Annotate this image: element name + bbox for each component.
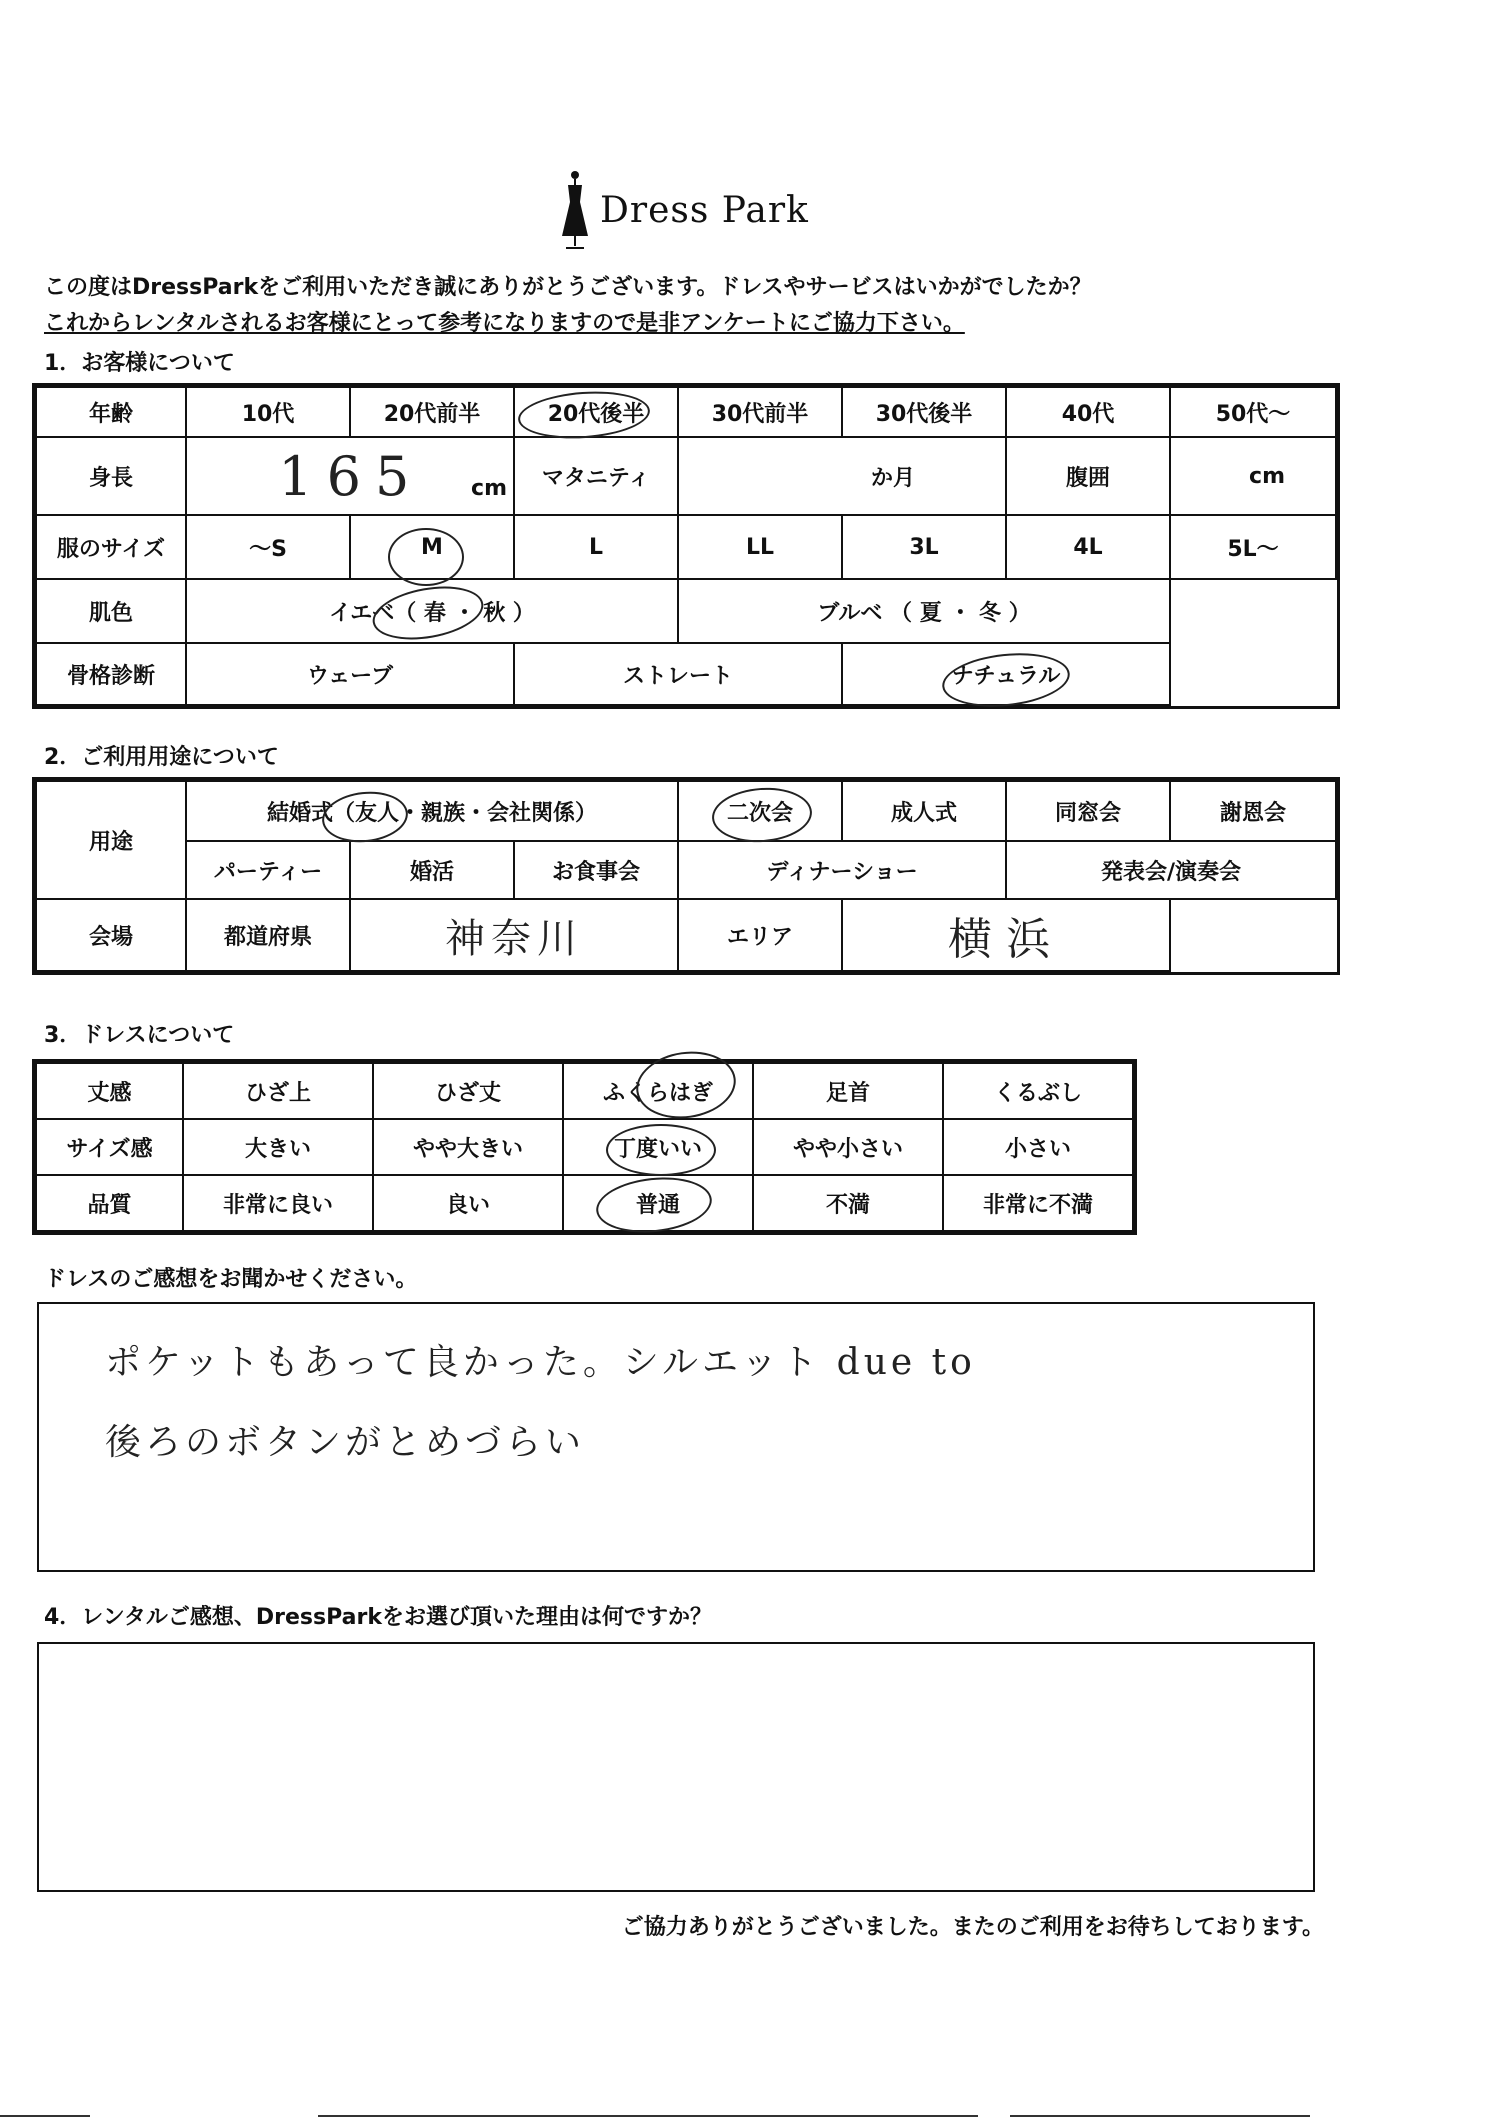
dress-row bbox=[36, 1063, 1133, 1119]
purpose-option[interactable]: 婚活 bbox=[350, 841, 514, 899]
purpose-option-selected[interactable]: 二次会 bbox=[678, 781, 842, 841]
dress-option-selected[interactable]: 丁度いい bbox=[563, 1119, 753, 1175]
age-option[interactable]: 30代前半 bbox=[678, 387, 842, 437]
area-label: エリア bbox=[678, 899, 842, 971]
height-row bbox=[36, 437, 1336, 515]
purpose-option[interactable]: 発表会/演奏会 bbox=[1006, 841, 1336, 899]
size-row bbox=[36, 515, 1336, 579]
dress-row bbox=[36, 1119, 1133, 1175]
frame-label: 骨格診断 bbox=[36, 643, 186, 705]
footer-rule bbox=[318, 2115, 978, 2117]
comment-line: 後ろのボタンがとめづらい bbox=[105, 1422, 586, 1463]
venue-label: 会場 bbox=[36, 899, 186, 971]
dress-row-label: 丈感 bbox=[36, 1063, 183, 1119]
age-row bbox=[36, 387, 1336, 437]
purpose-option[interactable]: パーティー bbox=[186, 841, 350, 899]
brand-name: Dress Park bbox=[600, 189, 809, 231]
footer-rule bbox=[0, 2115, 90, 2117]
dress-option[interactable]: やや大きい bbox=[373, 1119, 563, 1175]
purpose-row-1 bbox=[36, 781, 1336, 841]
dress-option[interactable]: やや小さい bbox=[753, 1119, 943, 1175]
size-option[interactable]: L bbox=[514, 515, 678, 579]
skin-blue-option[interactable]: ブルベ （ 夏 ・ 冬 ） bbox=[678, 579, 1170, 643]
age-option-selected[interactable]: 20代後半 bbox=[514, 387, 678, 437]
dress-row bbox=[36, 1175, 1133, 1231]
skin-row bbox=[36, 579, 1336, 643]
purpose-option[interactable]: ディナーショー bbox=[678, 841, 1006, 899]
skin-yellow-option[interactable]: イエベ（ 春 ・ 秋 ） bbox=[186, 579, 678, 643]
dress-icon bbox=[560, 170, 590, 250]
section1-title: 1．お客様について bbox=[44, 351, 235, 376]
dress-option[interactable]: 非常に良い bbox=[183, 1175, 373, 1231]
dress-option[interactable]: ひざ丈 bbox=[373, 1063, 563, 1119]
dress-option[interactable]: くるぶし bbox=[943, 1063, 1133, 1119]
size-option[interactable]: 3L bbox=[842, 515, 1006, 579]
size-option[interactable]: 5L～ bbox=[1170, 515, 1336, 579]
height-cell[interactable] bbox=[186, 437, 514, 515]
size-option[interactable]: LL bbox=[678, 515, 842, 579]
skin-label: 肌色 bbox=[36, 579, 186, 643]
dress-option-selected[interactable]: 普通 bbox=[563, 1175, 753, 1231]
footer-rule bbox=[1010, 2115, 1310, 2117]
purpose-table bbox=[35, 780, 1337, 972]
maternity-cell[interactable] bbox=[678, 437, 1006, 515]
size-option-selected[interactable]: M bbox=[350, 515, 514, 579]
purpose-option[interactable]: 同窓会 bbox=[1006, 781, 1170, 841]
dress-option[interactable]: 小さい bbox=[943, 1119, 1133, 1175]
size-label: 服のサイズ bbox=[36, 515, 186, 579]
dress-option[interactable]: ひざ上 bbox=[183, 1063, 373, 1119]
purpose-option[interactable]: 謝恩会 bbox=[1170, 781, 1336, 841]
comment-prompt: ドレスのご感想をお聞かせください。 bbox=[44, 1267, 418, 1292]
maternity-label: マタニティ bbox=[514, 437, 678, 515]
size-option[interactable]: 4L bbox=[1006, 515, 1170, 579]
intro-text: この度はDressParkをご利用いただき誠にありがとうございます。ドレスやサービスはいかがでしたか？ bbox=[44, 275, 1092, 300]
closing-message: ご協力ありがとうございました。またのご利用をお待ちしております。 bbox=[621, 1915, 1324, 1940]
waist-unit: cm bbox=[1249, 463, 1285, 489]
frame-row bbox=[36, 643, 1336, 705]
dress-row-label: サイズ感 bbox=[36, 1119, 183, 1175]
dress-table bbox=[35, 1062, 1134, 1232]
maternity-unit: か月 bbox=[870, 465, 915, 491]
age-option[interactable]: 20代前半 bbox=[350, 387, 514, 437]
venue-row bbox=[36, 899, 1336, 971]
frame-option[interactable]: ストレート bbox=[514, 643, 842, 705]
dress-option-selected[interactable]: ふくらはぎ bbox=[563, 1063, 753, 1119]
age-option[interactable]: 40代 bbox=[1006, 387, 1170, 437]
purpose-row-2 bbox=[36, 841, 1336, 899]
purpose-option[interactable]: お食事会 bbox=[514, 841, 678, 899]
rental-comment-box[interactable] bbox=[37, 1642, 1315, 1892]
purpose-option[interactable]: 成人式 bbox=[842, 781, 1006, 841]
rental-comment-text bbox=[39, 1644, 1313, 1684]
frame-option[interactable]: ウェーブ bbox=[186, 643, 514, 705]
area-field[interactable] bbox=[842, 899, 1170, 971]
size-option[interactable]: ～S bbox=[186, 515, 350, 579]
frame-option-selected[interactable]: ナチュラル bbox=[842, 643, 1170, 705]
customer-table bbox=[35, 386, 1337, 706]
dress-row-label: 品質 bbox=[36, 1175, 183, 1231]
age-label: 年齢 bbox=[36, 387, 186, 437]
height-label: 身長 bbox=[36, 437, 186, 515]
height-unit: cm bbox=[471, 475, 507, 501]
purpose-label: 用途 bbox=[36, 781, 186, 899]
age-option[interactable]: 50代～ bbox=[1170, 387, 1336, 437]
brand-logo bbox=[560, 165, 809, 255]
dress-option[interactable]: 非常に不満 bbox=[943, 1175, 1133, 1231]
height-value: 165 bbox=[278, 444, 424, 508]
area-value: 横浜 bbox=[948, 914, 1064, 965]
dress-option[interactable]: 足首 bbox=[753, 1063, 943, 1119]
prefecture-label: 都道府県 bbox=[186, 899, 350, 971]
comment-line: ポケットもあって良かった。シルエット due to bbox=[105, 1342, 976, 1383]
section2-title: 2．ご利用用途について bbox=[44, 745, 279, 770]
prefecture-field[interactable] bbox=[350, 899, 678, 971]
dress-option[interactable]: 不満 bbox=[753, 1175, 943, 1231]
waist-label: 腹囲 bbox=[1006, 437, 1170, 515]
dress-option[interactable]: 良い bbox=[373, 1175, 563, 1231]
section4-title: 4．レンタルご感想、DressParkをお選び頂いた理由は何ですか？ bbox=[44, 1605, 712, 1630]
intro-request: これからレンタルされるお客様にとって参考になりますので是非アンケートにご協力下さい。 bbox=[44, 311, 965, 336]
dress-comment-box[interactable] bbox=[37, 1302, 1315, 1572]
section3-title: 3．ドレスについて bbox=[44, 1023, 235, 1048]
waist-cell[interactable] bbox=[1170, 437, 1336, 515]
purpose-option-wedding[interactable]: 結婚式（友人・親族・会社関係） bbox=[186, 781, 678, 841]
age-option[interactable]: 10代 bbox=[186, 387, 350, 437]
prefecture-value: 神奈川 bbox=[445, 915, 583, 962]
dress-option[interactable]: 大きい bbox=[183, 1119, 373, 1175]
age-option[interactable]: 30代後半 bbox=[842, 387, 1006, 437]
